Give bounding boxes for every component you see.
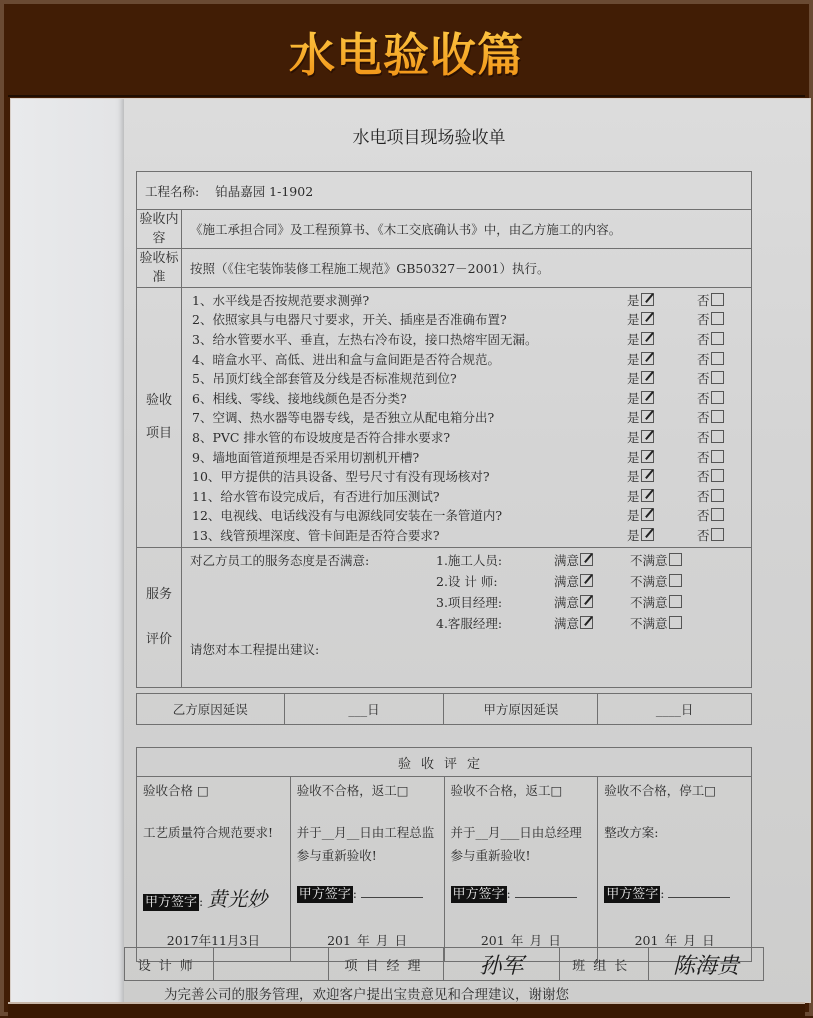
signature-field: 甲方签字 : 黄光妙 [145,887,268,911]
designer-label: 设计师 [125,948,214,981]
yes-option[interactable] [627,291,697,309]
evaluation-date[interactable]: 201_年_月_日 [480,933,561,948]
no-label: 否 [697,390,710,406]
no-label: 否 [697,488,710,504]
checklist-item [182,447,751,467]
yes-label: 是 [627,410,640,426]
checklist-item [182,525,751,545]
no-label: 否 [697,351,710,367]
checklist-item-text: 8、PVC 排水管的布设坡度是否符合排水要求? [192,429,451,445]
no-checkbox[interactable] [711,489,724,502]
evaluation-column [598,777,752,962]
yes-label: 是 [627,390,640,406]
yes-checkbox[interactable] [641,489,654,502]
team-lead-label: 班组长 [559,948,648,981]
yes-checkbox[interactable] [641,371,654,384]
document-title: 水电项目现场验收单 [352,128,506,148]
unsatisfied-label: 不满意 [630,553,668,569]
checklist-item-text: 3、给水管要水平、垂直，左热右冷布设，接口热熔牢固无漏。 [192,331,538,347]
satisfied-option[interactable] [554,551,630,569]
signoff-table [124,947,764,981]
checklist-item [182,310,751,330]
items-label-top: 验收 [145,393,172,409]
no-option[interactable] [697,310,751,328]
no-label: 否 [697,429,710,445]
unsatisfied-checkbox[interactable] [669,616,682,629]
no-checkbox[interactable] [711,312,724,325]
yes-option[interactable] [627,330,697,348]
no-label: 否 [697,410,710,426]
yes-option[interactable] [627,467,697,485]
evaluation-column [444,777,598,962]
yes-option[interactable] [627,448,697,466]
signature-label: 甲方签字 [606,887,659,902]
yes-checkbox[interactable] [641,450,654,463]
evaluation-header: 验收评定 [137,748,752,777]
content-text: 《施工承担合同》及工程预算书、《木工交底确认书》中，由乙方施工的内容。 [182,210,752,249]
service-label [137,547,182,687]
unsatisfied-option[interactable] [630,593,682,611]
unsatisfied-label: 不满意 [630,595,668,611]
yes-option[interactable] [627,506,697,524]
yes-label: 是 [627,527,640,543]
unsatisfied-checkbox[interactable] [669,595,682,608]
checklist-item [182,427,751,447]
yes-checkbox[interactable] [641,469,654,482]
evaluation-description: 工艺质量符合规范要求! [143,825,274,840]
evaluation-option[interactable]: 验收不合格，停工□ [604,783,717,798]
no-checkbox[interactable] [711,430,724,443]
no-checkbox[interactable] [711,508,724,521]
signature-blank[interactable] [668,897,730,898]
standard-label: 验收标准 [137,249,182,288]
yes-checkbox[interactable] [641,391,654,404]
role-name: 4.客服经理: [436,616,503,632]
satisfied-checkbox[interactable] [580,595,593,608]
checklist-item-text: 11、给水管布设完成后，有否进行加压测试? [192,488,440,504]
evaluation-date[interactable]: 201_年_月_日 [327,933,408,948]
unsatisfied-label: 不满意 [630,616,668,632]
evaluation-option[interactable]: 验收不合格，返工□ [450,783,563,798]
pm-label: 项目经理 [329,948,444,981]
service-question: 对乙方员工的服务态度是否满意: [190,553,370,569]
checklist-item-text: 9、墙地面管道预埋是否采用切割机开槽? [192,449,420,465]
unsatisfied-label: 不满意 [630,574,668,590]
no-option[interactable] [697,428,751,446]
party-b-delay-label: 乙方原因延误 [137,694,285,725]
no-option[interactable] [697,350,751,368]
content-label: 验收内容 [137,210,182,249]
checklist-item [182,506,751,526]
signature-field: 甲方签字 : [604,883,730,902]
no-label: 否 [697,371,710,387]
checklist-item [182,368,751,388]
no-option[interactable] [697,448,751,466]
signature-field: 甲方签字 : [451,883,577,902]
project-name-value: 铂晶嘉园 1-1902 [215,183,314,199]
satisfied-label: 满意 [554,574,580,590]
no-option[interactable] [697,467,751,485]
no-checkbox[interactable] [711,528,724,541]
no-checkbox[interactable] [711,410,724,423]
document-photo [10,98,811,1003]
role-name: 2.设 计 师: [436,574,498,590]
checklist-item-text: 13、线管预埋深度、管卡间距是否符合要求? [192,527,440,543]
checklist-item [182,329,751,349]
checklist-item-text: 7、空调、热水器等电器专线，是否独立从配电箱分出? [192,410,495,426]
evaluation-date[interactable]: 2017年11月3日 [166,933,260,948]
yes-option[interactable] [627,369,697,387]
evaluation-description: 整改方案: [604,825,659,840]
evaluation-description: 并于__月___日由总经理参与重新验收! [450,825,582,863]
no-option[interactable] [697,330,751,348]
no-option[interactable] [697,389,751,407]
yes-option[interactable] [627,526,697,544]
banner [8,8,805,97]
satisfied-option[interactable] [554,572,630,590]
checklist-item [182,290,751,310]
satisfied-label: 满意 [554,616,580,632]
no-checkbox[interactable] [711,391,724,404]
satisfied-checkbox[interactable] [580,616,593,629]
signature-label: 甲方签字 [452,887,505,902]
standard-text: 按照（《住宅装饰装修工程施工规范》GB50327－2001）执行。 [182,249,752,288]
no-label: 否 [697,312,710,328]
role-name: 1.施工人员: [436,553,503,569]
yes-checkbox[interactable] [641,293,654,306]
suggestion-label: 请您对本工程提出建议: [190,641,320,657]
no-label: 否 [697,292,710,308]
signature-blank[interactable] [515,897,577,898]
checklist-item [182,349,751,369]
acceptance-form [124,98,811,1003]
evaluation-column [290,777,444,962]
no-checkbox[interactable] [711,352,724,365]
yes-option[interactable] [627,310,697,328]
no-option[interactable] [697,408,751,426]
evaluation-date[interactable]: 201_年_月_日 [634,933,715,948]
yes-checkbox[interactable] [641,352,654,365]
yes-checkbox[interactable] [641,508,654,521]
footer-note: 为完善公司的服务管理，欢迎客户提出宝贵意见和合理建议，谢谢您 [164,987,569,1003]
no-checkbox[interactable] [711,293,724,306]
satisfied-label: 满意 [554,553,580,569]
service-rating-row [182,613,751,634]
yes-option[interactable] [627,408,697,426]
checklist-item-text: 6、相线、零线、接地线颜色是否分类? [192,390,407,406]
party-b-delay-value[interactable]: ___日 [284,694,444,725]
checklist-item-text: 4、暗盒水平、高低、进出和盒与盒间距是否符合规范。 [192,351,500,367]
signature-label: 甲方签字 [145,895,198,910]
signature-blank[interactable] [361,897,423,898]
service-rating-row [182,571,751,592]
no-option[interactable] [697,506,751,524]
delay-table [136,693,752,725]
service-rows [182,548,751,634]
evaluation-column [137,777,291,962]
yes-label: 是 [627,429,640,445]
pm-signature[interactable]: 孙军 [444,948,559,981]
items-label-bottom: 项目 [145,426,172,442]
yes-checkbox[interactable] [641,410,654,423]
no-checkbox[interactable] [711,332,724,345]
unsatisfied-checkbox[interactable] [669,553,682,566]
service-label-top: 服务 [145,587,172,603]
signature-field: 甲方签字 : [297,883,423,902]
service-rating-row [182,592,751,613]
evaluation-table [136,747,752,962]
team-lead-signature[interactable]: 陈海贵 [648,948,763,981]
no-option[interactable] [697,526,751,544]
yes-label: 是 [627,351,640,367]
yes-label: 是 [627,292,640,308]
project-name-label: 工程名称: [145,183,200,199]
unsatisfied-option[interactable] [630,551,682,569]
checklist-item [182,486,751,506]
evaluation-option[interactable]: 验收合格 □ [143,783,209,798]
checklist-item [182,408,751,428]
satisfied-option[interactable] [554,593,630,611]
yes-label: 是 [627,469,640,485]
checklist-item-text: 10、甲方提供的洁具设备、型号尺寸有没有现场核对? [192,469,490,485]
satisfied-option[interactable] [554,614,630,632]
yes-option[interactable] [627,487,697,505]
yes-label: 是 [627,449,640,465]
no-label: 否 [697,331,710,347]
satisfied-checkbox[interactable] [580,553,593,566]
satisfied-label: 满意 [554,595,580,611]
party-a-delay-value[interactable]: ____日 [598,694,752,725]
service-label-bottom: 评价 [145,632,172,648]
signature-value[interactable]: 黄光妙 [207,887,268,911]
yes-label: 是 [627,508,640,524]
checklist-item [182,466,751,486]
checklist-item-text: 1、水平线是否按规范要求测弹? [192,292,370,308]
no-option[interactable] [697,487,751,505]
yes-checkbox[interactable] [641,430,654,443]
no-checkbox[interactable] [711,450,724,463]
unsatisfied-option[interactable] [630,614,682,632]
no-option[interactable] [697,369,751,387]
signature-label: 甲方签字 [298,887,351,902]
party-a-delay-label: 甲方原因延误 [444,694,598,725]
designer-signature[interactable] [214,948,329,981]
checklist-item-text: 12、电视线、电话线没有与电源线同安装在一条管道内? [192,508,503,524]
yes-option[interactable] [627,428,697,446]
items-list [182,288,752,548]
main-table [136,171,752,688]
yes-checkbox[interactable] [641,332,654,345]
no-checkbox[interactable] [711,469,724,482]
evaluation-option[interactable]: 验收不合格，返工□ [296,783,409,798]
yes-label: 是 [627,371,640,387]
yes-label: 是 [627,331,640,347]
checklist-item-text: 2、依照家具与电器尺寸要求，开关、插座是否准确布置? [192,312,507,328]
yes-checkbox[interactable] [641,312,654,325]
service-rating-row [182,550,751,571]
project-name-row [137,172,752,210]
no-label: 否 [697,449,710,465]
yes-checkbox[interactable] [641,528,654,541]
no-label: 否 [697,469,710,485]
yes-label: 是 [627,488,640,504]
evaluation-description: 并于__月__日由工程总监参与重新验收! [296,825,435,863]
role-name: 3.项目经理: [436,595,503,611]
items-label [137,288,182,548]
yes-option[interactable] [627,350,697,368]
service-evaluation [182,547,752,687]
checklist-item-text: 5、吊顶灯线全部套管及分线是否标准规范到位? [192,371,457,387]
unsatisfied-checkbox[interactable] [669,574,682,587]
unsatisfied-option[interactable] [630,572,682,590]
satisfied-checkbox[interactable] [580,574,593,587]
yes-label: 是 [627,312,640,328]
yes-option[interactable] [627,389,697,407]
no-label: 否 [697,527,710,543]
no-checkbox[interactable] [711,371,724,384]
no-label: 否 [697,508,710,524]
no-option[interactable] [697,291,751,309]
banner-title: 水电验收篇 [289,19,524,85]
checklist-item [182,388,751,408]
